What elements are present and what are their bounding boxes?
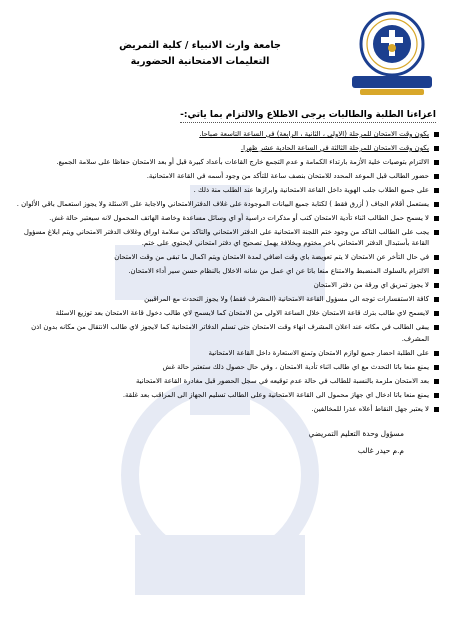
rule-item: كافة الاستفسارات توجه الى مسؤول القاعة الامتحانية (المشرف فقط) ولا يجوز التحدث مع المراقبين xyxy=(14,294,440,305)
rule-item: على الطلبة احضار جميع لوازم الامتحان وتمنع الاستعارة داخل القاعة الامتحانية xyxy=(14,348,440,359)
rule-item: لايسمح لاي طالب بترك قاعة الامتحان خلال الساعة الاولى من الامتحان كما لايسمح لاي طالب دخول قاعة الامتحان بعد توزيع الاسئلة xyxy=(14,308,440,319)
rule-item: الالتزام بالسلوك المنضبط والامتناع منعا باتا عن اي عمل من شانه الاخلال بالنظام حسن سير أداء الامتحان. xyxy=(14,266,440,277)
document-titles xyxy=(50,38,350,70)
rule-item: يمنع منعا باتا التحدث مع اي طالب اثناء تأدية الامتحان ، وفي حال حصول ذلك ستعتبر حالة غش xyxy=(14,362,440,373)
signature-title: مسؤول وحدة التعليم التمريضي xyxy=(308,429,404,439)
rules-list xyxy=(10,129,440,415)
college-logo-icon xyxy=(350,10,434,96)
rule-item: بعد الامتحان ملزمة بالنسبة للطالب في حالة عدم توقيعه في سجل الحضور قبل مغادرة القاعة الامتحانية xyxy=(14,376,440,387)
rule-item: لا يعتبر جهل النقاط أعلاه عذرا للمخالفين. xyxy=(14,404,440,415)
rule-item: يبقى الطالب في مكانه عند اعلان المشرف انهاء وقت الامتحان حتى تسلم الدفاتر الامتحانية كما لايجوز لاي طالب الانتقال من مكانه بدون اذن المشرف. xyxy=(14,322,440,345)
rule-item: يستعمل أقلام الجاف ( أزرق فقط ) لكتابة جميع البيانات الموجودة على غلاف الدفترالامتحاني والاجابة على الاسئلة ولا يجوز استعمال باقي الألوان . xyxy=(14,199,440,210)
rule-item: يكون وقت الامتحان للمرحلة (الاولى ، الثانية ، الرابعة) في الساعة التاسعة صباحا. xyxy=(14,129,440,140)
rule-item: يكون وقت الامتحان للمرحلة الثالثة في الساعة الحادية عشر ظهرا. xyxy=(14,143,440,154)
university-title: جامعة وارث الانبياء / كلية التمريض xyxy=(119,40,281,51)
rule-item: الالتزام بتوصيات خلية الأزمة بارتداء الكمامة و عدم التجمع خارج القاعات بأعداد كبيرة قبل أو بعد الامتحان حفاظا على سلامة الجميع. xyxy=(14,157,440,168)
rule-item: في حال التأخر عن الامتحان لا يتم تعويضة باي وقت اضافي لمدة الامتحان ويتم اكمال ما تبقى من وقت الامتحان xyxy=(14,252,440,263)
college-logo xyxy=(350,10,434,96)
rule-item: لا يجوز تمزيق اي ورقة من دفتر الامتحان xyxy=(14,280,440,291)
rule-item: لا يسمح حمل الطالب اثناء تأدية الامتحان كتب أو مذكرات دراسية أو اي وسائل مساعدة وخاصة الهاتف المحمول لانه سيعتبر حالة غش. xyxy=(14,213,440,224)
intro-heading: اعزاءنا الطلبة والطالبات يرجى الاطلاع والالتزام بما ياتي:- xyxy=(180,110,436,123)
instructions-title: التعليمات الامتحانية الحضورية xyxy=(130,56,270,67)
rule-item: يمنع منعا باتا ادخال اي جهاز محمول الى القاعة الامتحانية وعلى الطالب تسليم الجهاز الى المراقب بعد غلقة. xyxy=(14,390,440,401)
rule-item: حضور الطالب قبل الموعد المحدد للامتحان بنصف ساعة للتأكد من وجود أسمه في القاعة الامتحانية. xyxy=(14,171,440,182)
signature-name: م.م حيدر غالب xyxy=(357,446,404,456)
rule-item: يجب على الطالب التاكد من وجود ختم اللجنة الامتحانية على الدفتر الامتحاني والتاكد من سلامة اوراق وغلاف الدفتر الامتحاني ويتم ابلاغ مسؤول القاعة بأستبدال الدفتر الامتحاني باخر مختوم وبخلافة يهمل تصحيح اي دفتر امتحاني لايحتوي على ختم. xyxy=(14,227,440,250)
document-header xyxy=(10,8,440,106)
signature-block xyxy=(10,425,440,459)
rule-item: على جميع الطلاب جلب الهوية داخل القاعة الامتحانية وابرازها عند الطلب منة ذلك . xyxy=(14,185,440,196)
